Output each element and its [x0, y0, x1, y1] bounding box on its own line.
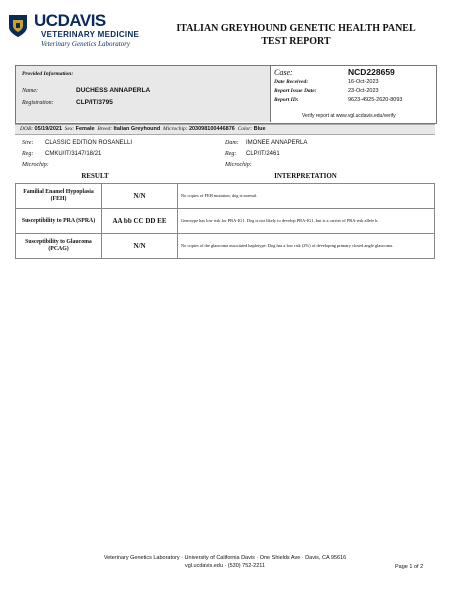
breed-value: Italian Greyhound [113, 125, 161, 132]
date-received-label: Date Received: [274, 79, 309, 85]
microchip-value: 203098100446876 [188, 125, 235, 132]
dam-name: IMONEE ANNAPERLA [246, 139, 308, 146]
table-row [16, 184, 435, 209]
sire-reg-label: Reg: [22, 151, 34, 157]
provided-info-label: Provided Information: [22, 71, 74, 77]
table-row [16, 234, 435, 259]
interpretation-header: INTERPRETATION [274, 172, 337, 180]
report-id-label: Report ID: [274, 97, 299, 103]
sire-microchip-label: Microchip: [22, 162, 49, 168]
report-title [150, 22, 442, 48]
dam-microchip-label: Microchip: [225, 162, 252, 168]
interpretation-text: Genotype has low risk for PRA-IG1. Dog is not likely to develop PRA-IG1, but is a carrier of PRA-risk allele b. [178, 209, 435, 234]
info-divider [270, 65, 271, 122]
dob-label: DOB: [20, 125, 34, 132]
case-number: NCD228659 [348, 67, 395, 77]
report-issue-date-label: Report Issue Date: [274, 88, 317, 94]
report-title-line1: ITALIAN GREYHOUND GENETIC HEALTH PANEL [176, 23, 416, 34]
breed-label: Breed: [97, 125, 113, 132]
microchip-label: Microchip: [163, 125, 188, 132]
dam-reg-value: CLP/IT/2461 [246, 150, 280, 157]
table-row [16, 209, 435, 234]
sire-reg-value: CMKU/IT/3147/18/21 [45, 150, 102, 157]
genotype-result: N/N [102, 184, 178, 209]
sex-label: Sex: [64, 125, 75, 132]
report-issue-date-value: 23-Oct-2023 [348, 88, 379, 94]
report-title-line2: TEST REPORT [261, 36, 331, 47]
interpretation-text: No copies of FEH mutation; dog is normal. [178, 184, 435, 209]
interpretation-text: No copies of the glaucoma associated haplotype. Dog has a low risk (2%) of developing primary closed angle glaucoma. [178, 234, 435, 259]
school-name: VETERINARY MEDICINE [41, 30, 140, 39]
dog-name: DUCHESS ANNAPERLA [76, 87, 151, 94]
footer-address: Veterinary Genetics Laboratory · University of California Davis · One Shields Ave · Davis, CA 95616 [103, 555, 347, 561]
sire-label: Sire: [22, 140, 34, 146]
ucdavis-shield-icon [8, 14, 28, 38]
dob-value: 05/19/2021 [34, 125, 63, 132]
color-value: Blue [253, 125, 266, 132]
report-id-value: 9623-4925-2620-8093 [348, 97, 403, 103]
test-name: Familial Enamel Hypoplasia (FEH) [16, 184, 102, 209]
case-label: Case: [274, 68, 293, 77]
dam-label: Dam: [225, 140, 239, 146]
name-label: Name: [22, 88, 38, 94]
genotype-result: N/N [102, 234, 178, 259]
color-label: Color: [237, 125, 253, 132]
footer-contact: vgl.ucdavis.edu · (530) 752-2211 [184, 563, 265, 569]
genotype-result: AA bb CC DD EE [102, 209, 178, 234]
test-name: Susceptibility to Glaucoma (PCAG) [16, 234, 102, 259]
dam-reg-label: Reg: [225, 151, 237, 157]
result-header: RESULT [81, 172, 109, 180]
page-number: Page 1 of 2 [395, 564, 424, 570]
lab-name: Veterinary Genetics Laboratory [41, 40, 131, 48]
test-name: Susceptibility to PRA (SPRA) [16, 209, 102, 234]
registration-label: Registration: [22, 100, 54, 106]
verify-link[interactable]: Verify report at www.vgl.ucdavis.edu/verify [302, 113, 396, 119]
registration-value: CLP/IT/3795 [76, 99, 113, 106]
sex-value: Female [75, 125, 95, 132]
date-received-value: 16-Oct-2023 [348, 79, 379, 85]
results-table [15, 183, 435, 259]
dog-details [20, 126, 266, 132]
sire-name: CLASSIC EDITION ROSANELLI [45, 139, 133, 146]
ucdavis-logo: UCDAVIS [34, 11, 106, 30]
